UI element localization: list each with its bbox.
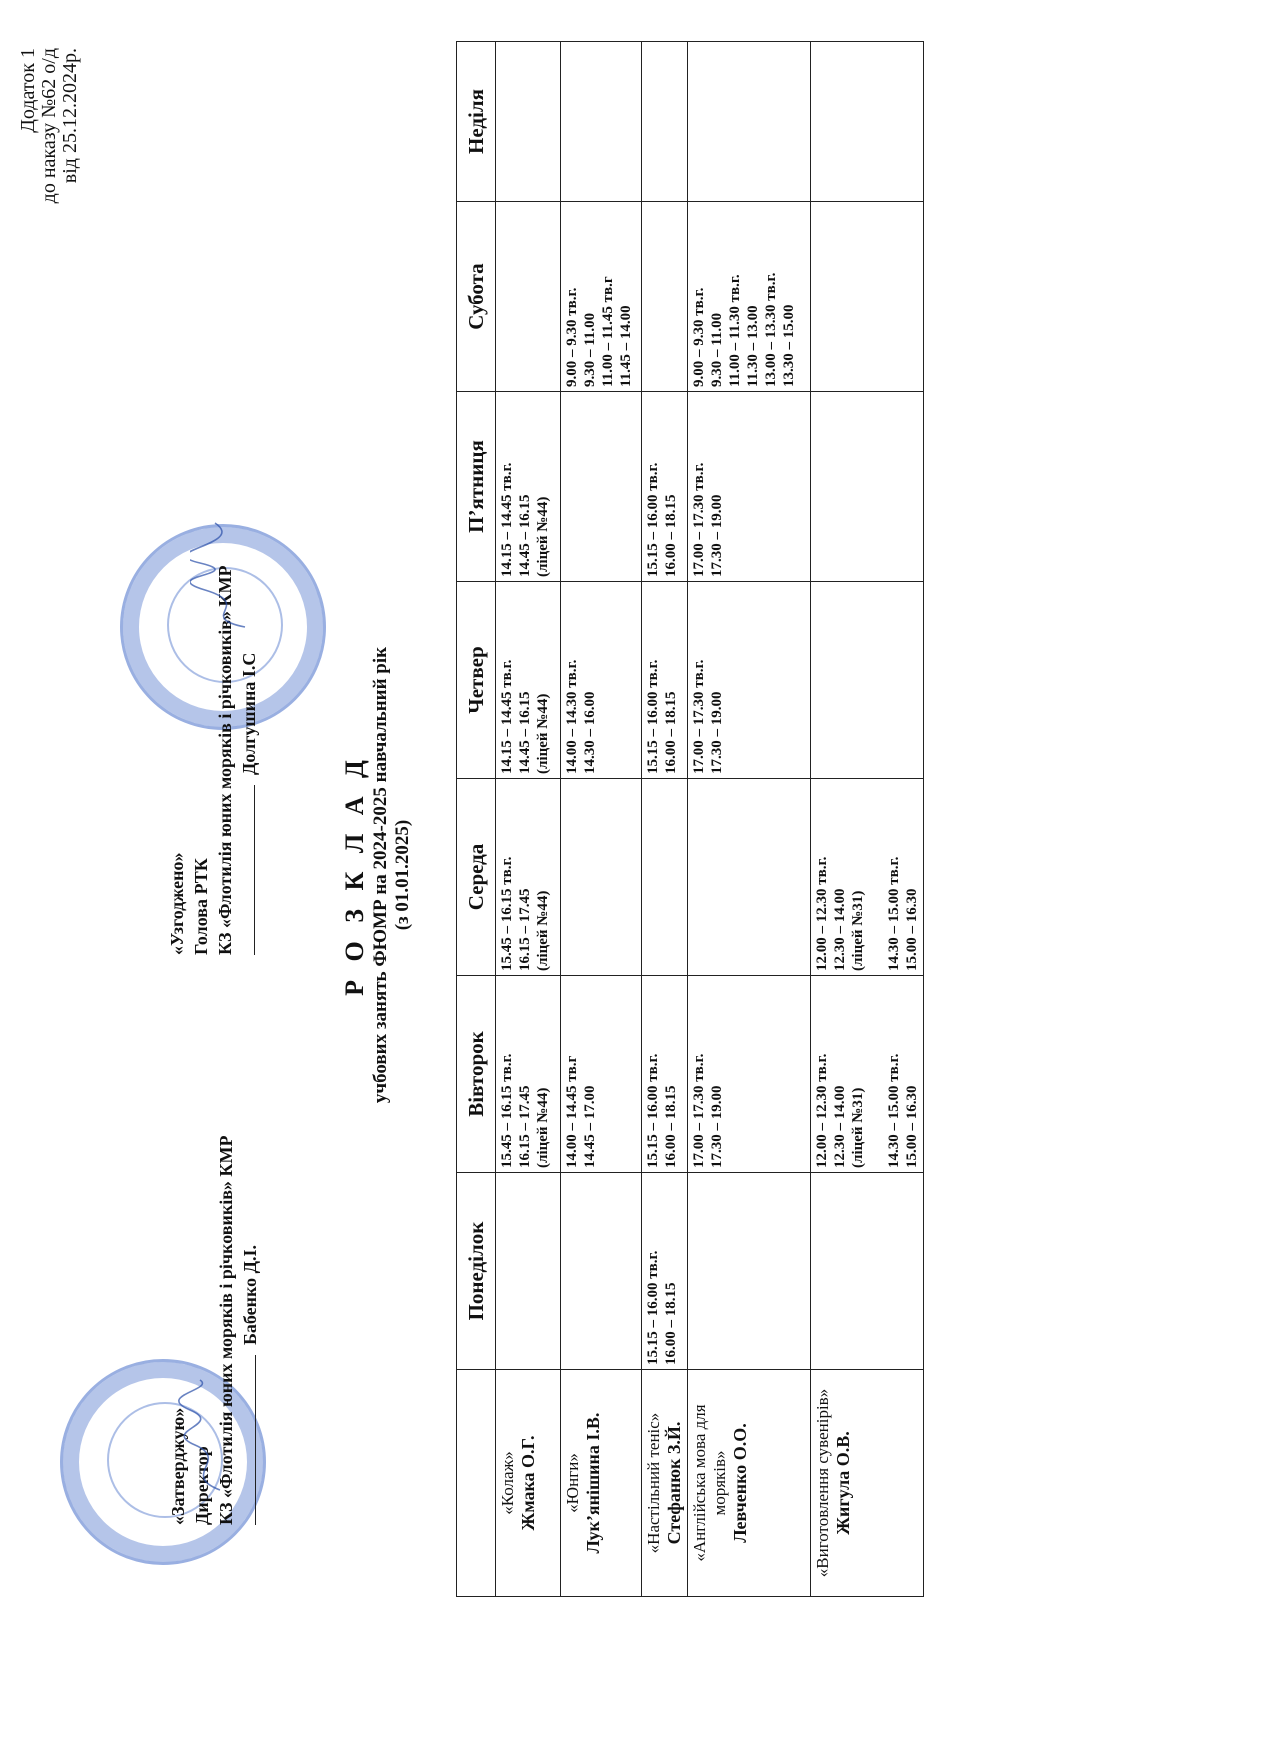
group-teacher: Стефанюк З.Й.	[664, 1421, 684, 1545]
time-slot: 14.30 – 15.00 тв.г.	[886, 856, 902, 971]
schedule-cell	[496, 582, 561, 779]
group-teacher: Жигула О.В.	[833, 1431, 853, 1535]
time-slot: (ліцей №44)	[535, 890, 551, 971]
approval-signatory	[238, 1005, 262, 1525]
approval-heading: «Затверджую»	[168, 1407, 188, 1525]
time-slot: 16.00 – 18.15	[663, 1085, 679, 1168]
schedule-cell	[496, 779, 561, 976]
annex-note	[18, 48, 81, 368]
approval-institution: КЗ «Флотилія юних моряків і річковиків» КМР	[216, 1135, 236, 1525]
signature-line	[254, 785, 255, 955]
header-cell: Вівторок	[457, 976, 496, 1173]
group-name: «Колаж»	[498, 1451, 517, 1515]
time-slot: 15.15 – 16.00 тв.г.	[645, 659, 661, 774]
time-slot: 14.45 – 17.00	[582, 1085, 598, 1168]
time-slot: 15.00 – 16.30	[904, 888, 920, 971]
schedule-cell	[642, 582, 688, 779]
group-teacher: Лук’янішина І.В.	[583, 1412, 603, 1554]
time-slot: 12.30 – 14.00	[832, 1085, 848, 1168]
schedule-cell	[811, 42, 924, 202]
time-slot: 15.15 – 16.00 тв.г.	[645, 1053, 661, 1168]
schedule-cell	[688, 1173, 811, 1370]
time-slot: 15.45 – 16.15 тв.г.	[499, 856, 515, 971]
time-slot: 14.15 – 14.45 тв.г.	[499, 659, 515, 774]
schedule-cell	[496, 42, 561, 202]
time-slot: 14.15 – 14.45 тв.г.	[499, 462, 515, 577]
time-slot: 14.30 – 15.00 тв.г.	[886, 1053, 902, 1168]
schedule-cell	[688, 42, 811, 202]
time-slot: 11.00 – 11.30 тв.г.	[727, 274, 743, 387]
header-cell: П’ятниця	[457, 392, 496, 582]
schedule-cell	[811, 202, 924, 392]
schedule-cell	[561, 202, 642, 392]
table-row	[561, 42, 642, 1597]
schedule-cell	[642, 779, 688, 976]
time-slot: 11.30 – 13.00	[745, 305, 761, 387]
header-cell	[457, 1370, 496, 1597]
time-slot: 17.30 – 19.00	[709, 494, 725, 577]
schedule-cell	[642, 1173, 688, 1370]
table-row	[642, 42, 688, 1597]
time-slot: 15.15 – 16.00 тв.г.	[645, 462, 661, 577]
schedule-cell	[496, 1173, 561, 1370]
schedule-cell	[496, 976, 561, 1173]
group-teacher: Левченко О.О.	[730, 1423, 750, 1543]
group-cell	[496, 1370, 561, 1597]
document-title	[340, 495, 414, 1255]
time-slot: 16.15 – 17.45	[517, 1085, 533, 1168]
time-slot: 16.00 – 18.15	[663, 1282, 679, 1365]
time-slot: 13.00 – 13.30 тв.г.	[763, 272, 779, 387]
time-slot: 14.45 – 16.15	[517, 494, 533, 577]
time-slot: 15.15 – 16.00 тв.г.	[645, 1250, 661, 1365]
time-slot: 9.00 – 9.30 тв.г.	[564, 287, 580, 387]
schedule-cell	[811, 1173, 924, 1370]
schedule-table	[456, 41, 924, 1597]
table-row	[811, 42, 924, 1597]
header-cell: Субота	[457, 202, 496, 392]
agreement-name: Долгушина І.С	[239, 652, 259, 775]
time-slot: 9.00 – 9.30 тв.г.	[691, 287, 707, 387]
time-slot: 14.30 – 16.00	[582, 691, 598, 774]
annex-line: від 25.12.2024р.	[59, 48, 81, 184]
time-slot: 12.00 – 12.30 тв.г.	[814, 856, 830, 971]
title-main: Р О З К Л А Д	[340, 754, 369, 996]
time-slot: 16.15 – 17.45	[517, 888, 533, 971]
approval-name: Бабенко Д.І.	[240, 1244, 260, 1345]
time-slot: (ліцей №31)	[850, 1087, 866, 1168]
schedule-cell	[811, 392, 924, 582]
time-slot: 14.00 – 14.30 тв.г.	[564, 659, 580, 774]
time-slot: 16.00 – 18.15	[663, 494, 679, 577]
group-name: «Юнги»	[563, 1453, 582, 1513]
schedule-cell	[688, 976, 811, 1173]
group-cell	[811, 1370, 924, 1597]
table-row	[688, 42, 811, 1597]
agreement-position: Голова РТК	[191, 858, 211, 955]
schedule-cell	[642, 202, 688, 392]
schedule-cell	[642, 976, 688, 1173]
time-slot: (ліцей №44)	[535, 693, 551, 774]
schedule-cell	[642, 392, 688, 582]
time-slot: 17.30 – 19.00	[709, 1085, 725, 1168]
schedule-cell	[811, 976, 924, 1173]
schedule-cell	[688, 202, 811, 392]
agreement-block	[165, 395, 261, 955]
group-name: «Англійська мова для моряків»	[690, 1404, 729, 1562]
time-slot: 17.30 – 19.00	[709, 691, 725, 774]
agreement-signatory	[237, 395, 261, 955]
time-slot: 15.45 – 16.15 тв.г.	[499, 1053, 515, 1168]
title-subtitle: учбових занять ФЮМР на 2024-2025 навчальний рік	[370, 646, 391, 1104]
time-slot	[867, 783, 885, 971]
time-slot: 15.00 – 16.30	[904, 1085, 920, 1168]
schedule-cell	[561, 42, 642, 202]
header-cell: Понеділок	[457, 1173, 496, 1370]
group-name: «Виготовлення сувенірів»	[813, 1388, 832, 1578]
annex-line: до наказу №62 о/д	[38, 48, 60, 204]
agreement-heading: «Узгоджено»	[167, 852, 187, 955]
table-header-row	[457, 42, 496, 1597]
schedule-cell	[811, 582, 924, 779]
time-slot: 9.30 – 11.00	[582, 312, 598, 387]
signature-left	[170, 1375, 240, 1495]
approval-position: Директор	[192, 1446, 212, 1525]
agreement-institution: КЗ «Флотилія юних моряків і річковиків» КМР	[215, 565, 235, 955]
schedule-cell	[561, 976, 642, 1173]
time-slot: 16.00 – 18.15	[663, 691, 679, 774]
schedule-cell	[811, 779, 924, 976]
group-cell	[561, 1370, 642, 1597]
time-slot: 11.45 – 14.00	[618, 305, 634, 387]
time-slot: 9.30 – 11.00	[709, 312, 725, 387]
schedule-cell	[688, 392, 811, 582]
schedule-cell	[561, 1173, 642, 1370]
time-slot: 17.00 – 17.30 тв.г.	[691, 1053, 707, 1168]
schedule-cell	[496, 202, 561, 392]
time-slot: 11.00 – 11.45 тв.г	[600, 276, 616, 387]
schedule-cell	[642, 42, 688, 202]
title-date: (з 01.01.2025)	[392, 819, 413, 931]
time-slot: 17.00 – 17.30 тв.г.	[691, 659, 707, 774]
time-slot: 13.30 – 15.00	[781, 304, 797, 387]
time-slot: 14.45 – 16.15	[517, 691, 533, 774]
time-slot: (ліцей №31)	[850, 890, 866, 971]
schedule-cell	[688, 582, 811, 779]
time-slot: (ліцей №44)	[535, 1087, 551, 1168]
table-row	[496, 42, 561, 1597]
annex-line: Додаток 1	[17, 48, 39, 133]
header-cell: Середа	[457, 779, 496, 976]
time-slot: 12.30 – 14.00	[832, 888, 848, 971]
schedule-cell	[561, 779, 642, 976]
time-slot: (ліцей №44)	[535, 496, 551, 577]
group-name: «Настільний теніс»	[644, 1412, 663, 1554]
signature-line	[255, 1355, 256, 1525]
schedule-cell	[561, 392, 642, 582]
time-slot: 17.00 – 17.30 тв.г.	[691, 462, 707, 577]
time-slot: 14.00 – 14.45 тв.г	[564, 1055, 580, 1168]
schedule-cell	[688, 779, 811, 976]
schedule-cell	[561, 582, 642, 779]
group-cell	[642, 1370, 688, 1597]
group-cell	[688, 1370, 811, 1597]
time-slot	[867, 980, 885, 1168]
header-cell: Неділя	[457, 42, 496, 202]
group-teacher: Жмака О.Г.	[518, 1435, 538, 1531]
header-cell: Четвер	[457, 582, 496, 779]
signature-right	[190, 515, 260, 635]
schedule-cell	[496, 392, 561, 582]
time-slot: 12.00 – 12.30 тв.г.	[814, 1053, 830, 1168]
